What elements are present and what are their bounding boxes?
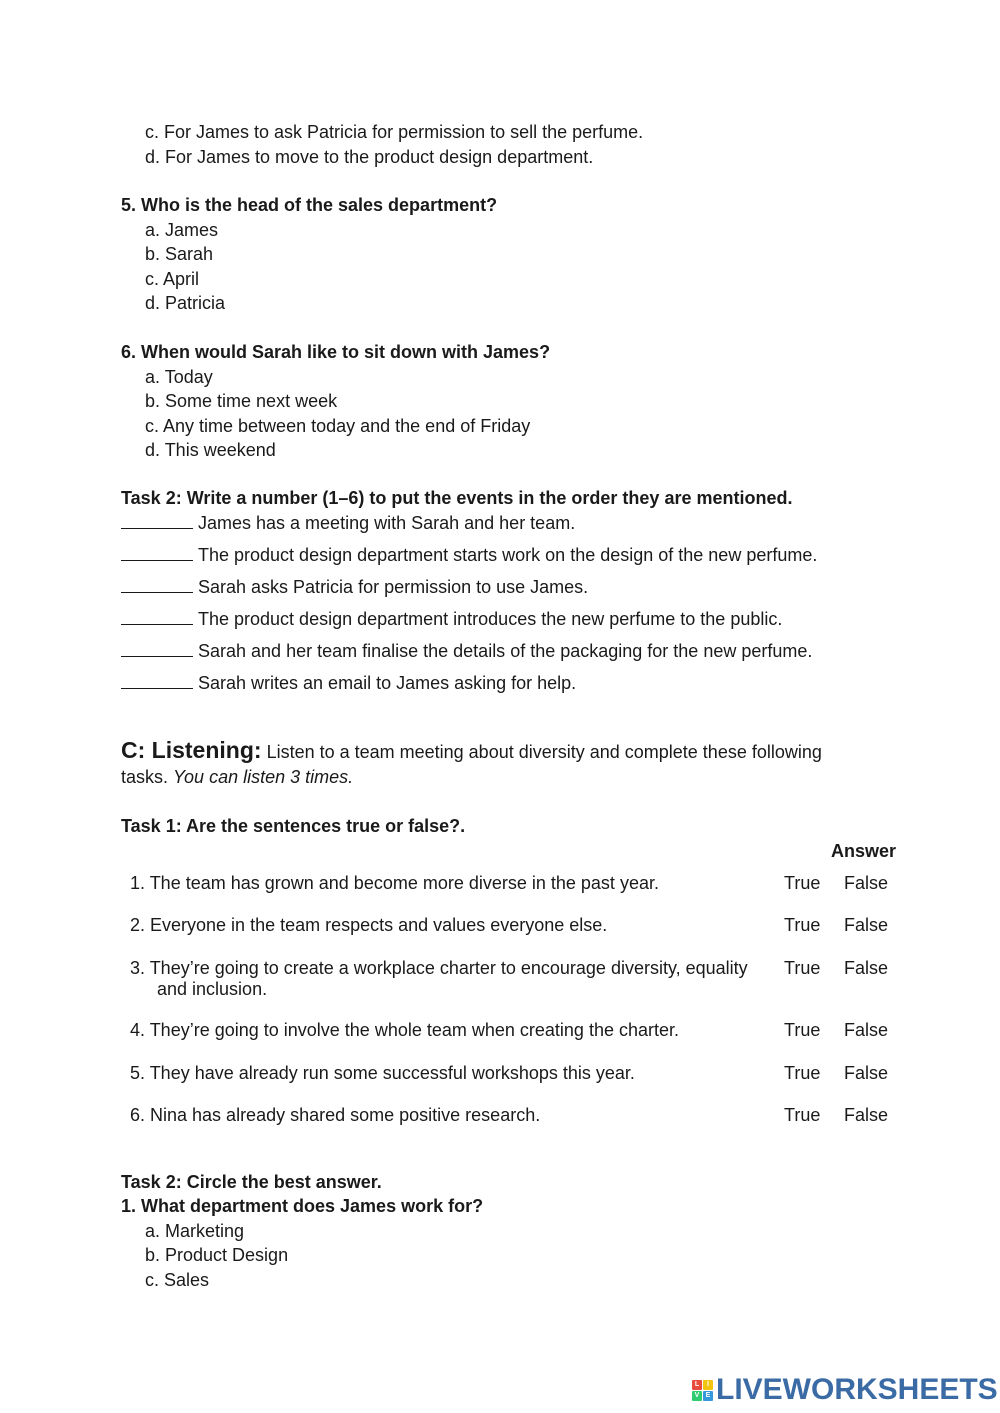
q6-option-c[interactable]: c. Any time between today and the end of Friday	[145, 416, 531, 436]
q5-option-a[interactable]: a. James	[145, 220, 219, 240]
true-option[interactable]: True	[784, 1105, 821, 1125]
q6-option-d[interactable]: d. This weekend	[145, 440, 276, 460]
tf-statement: 1. The team has grown and become more diverse in the past year.	[130, 873, 659, 893]
prev-option-c[interactable]: c. For James to ask Patricia for permission to sell the perfume.	[145, 122, 644, 142]
event-text: Sarah asks Patricia for permission to use James.	[198, 577, 589, 597]
logo-text: LIVEWORKSHEETS	[716, 1373, 998, 1406]
event-text: Sarah writes an email to James asking for help.	[198, 673, 577, 693]
true-option[interactable]: True	[784, 873, 821, 893]
logo-tile-e: E	[703, 1391, 713, 1401]
false-option[interactable]: False	[844, 958, 889, 978]
tf-statement: 3. They’re going to create a workplace charter to encourage diversity, equality	[130, 958, 748, 978]
listening-intro-text-2: tasks.	[121, 767, 169, 787]
event-row	[121, 608, 782, 630]
event-row	[121, 672, 576, 694]
liveworksheets-logo	[692, 1370, 998, 1410]
lq1-option-b[interactable]: b. Product Design	[145, 1245, 289, 1265]
false-option[interactable]: False	[844, 915, 889, 935]
q5-option-c[interactable]: c. April	[145, 269, 200, 289]
task2-listening-instruction: Task 2: Circle the best answer.	[121, 1172, 382, 1192]
q5-option-d[interactable]: d. Patricia	[145, 293, 226, 313]
q6-option-b[interactable]: b. Some time next week	[145, 391, 338, 411]
question-6: 6. When would Sarah like to sit down with James?	[121, 342, 551, 362]
order-answer-field[interactable]	[121, 513, 193, 529]
q5-option-b[interactable]: b. Sarah	[145, 244, 214, 264]
false-option[interactable]: False	[844, 1063, 889, 1083]
lq1-option-a[interactable]: a. Marketing	[145, 1221, 245, 1241]
task2-instruction: Task 2: Write a number (1–6) to put the events in the order they are mentioned.	[121, 488, 793, 508]
prev-option-d[interactable]: d. For James to move to the product design department.	[145, 147, 594, 167]
order-answer-field[interactable]	[121, 545, 193, 561]
event-row	[121, 640, 812, 662]
listening-question-1: 1. What department does James work for?	[121, 1196, 484, 1216]
true-option[interactable]: True	[784, 958, 821, 978]
event-text: Sarah and her team finalise the details of the packaging for the new perfume.	[198, 641, 813, 661]
false-option[interactable]: False	[844, 1105, 889, 1125]
true-option[interactable]: True	[784, 1063, 821, 1083]
true-option[interactable]: True	[784, 915, 821, 935]
liveworksheets-logo-icon	[692, 1380, 713, 1401]
event-row	[121, 544, 817, 566]
listening-intro	[121, 736, 822, 766]
tf-statement: 4. They’re going to involve the whole team when creating the charter.	[130, 1020, 679, 1040]
logo-tile-v: V	[692, 1391, 702, 1401]
order-answer-field[interactable]	[121, 673, 193, 689]
tf-statement: 2. Everyone in the team respects and values everyone else.	[130, 915, 608, 935]
section-heading: C: Listening:	[121, 737, 262, 763]
tf-statement: 5. They have already run some successful workshops this year.	[130, 1063, 635, 1083]
false-option[interactable]: False	[844, 1020, 889, 1040]
tf-statement-continuation: and inclusion.	[157, 979, 268, 999]
true-option[interactable]: True	[784, 1020, 821, 1040]
event-row	[121, 576, 588, 598]
listening-intro-line2	[121, 766, 353, 788]
listening-intro-text: Listen to a team meeting about diversity and complete these following	[266, 742, 822, 762]
logo-tile-i: I	[703, 1380, 713, 1390]
false-option[interactable]: False	[844, 873, 889, 893]
tf-statement: 6. Nina has already shared some positive research.	[130, 1105, 541, 1125]
lq1-option-c[interactable]: c. Sales	[145, 1270, 210, 1290]
order-answer-field[interactable]	[121, 641, 193, 657]
logo-tile-l: L	[692, 1380, 702, 1390]
order-answer-field[interactable]	[121, 609, 193, 625]
question-5: 5. Who is the head of the sales department?	[121, 195, 498, 215]
event-row	[121, 512, 575, 534]
event-text: The product design department introduces the new perfume to the public.	[198, 609, 783, 629]
listening-times-note: You can listen 3 times.	[173, 767, 354, 787]
answer-header: Answer	[831, 841, 897, 861]
order-answer-field[interactable]	[121, 577, 193, 593]
task1-instruction: Task 1: Are the sentences true or false?.	[121, 816, 466, 836]
event-text: The product design department starts work on the design of the new perfume.	[198, 545, 818, 565]
event-text: James has a meeting with Sarah and her team.	[198, 513, 576, 533]
q6-option-a[interactable]: a. Today	[145, 367, 213, 387]
